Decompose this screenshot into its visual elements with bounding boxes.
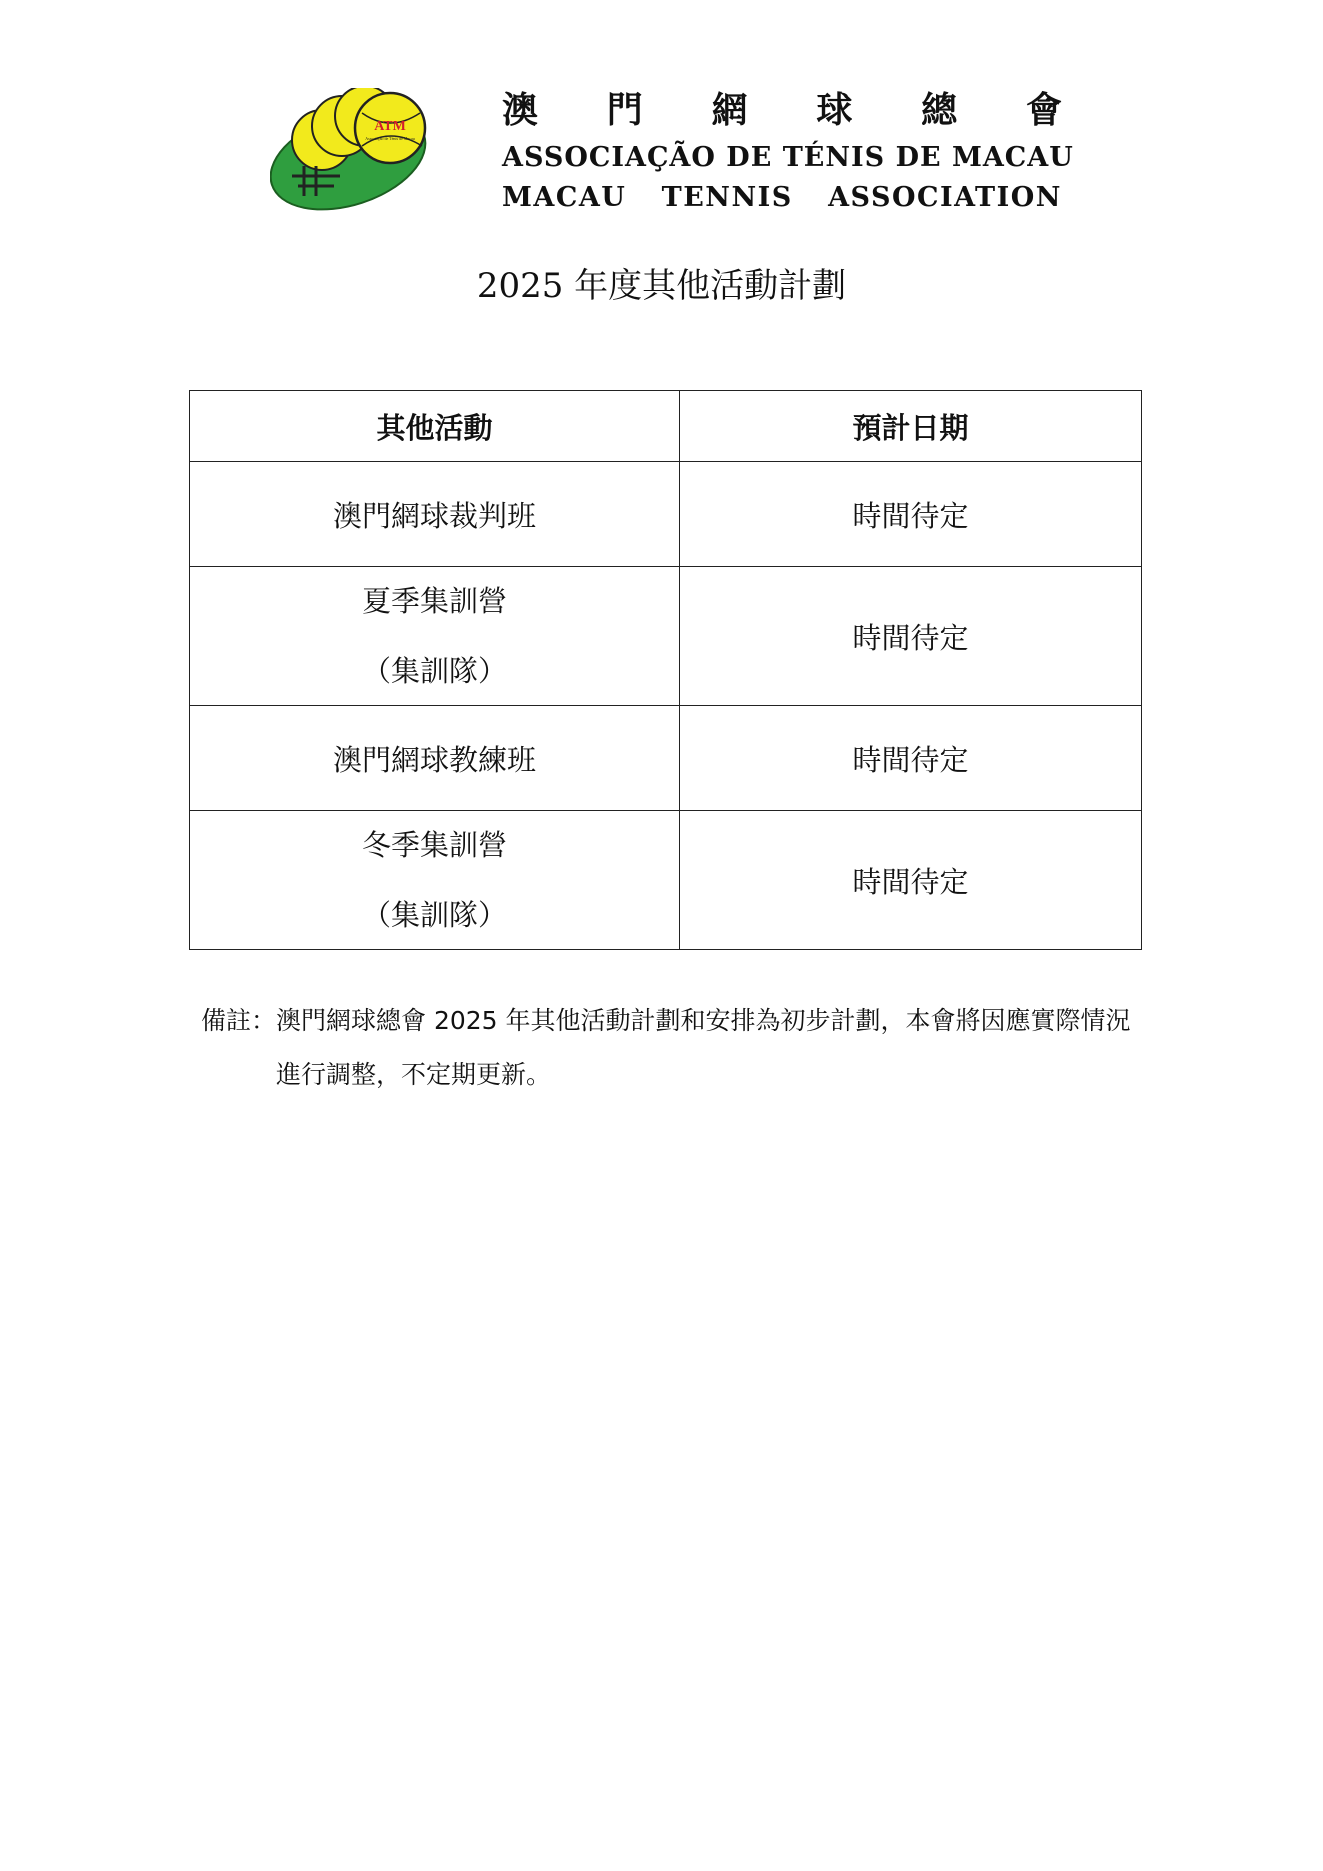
org-name-chinese (502, 88, 1062, 134)
org-name-char: 澳 (502, 90, 539, 131)
table-row (190, 567, 1142, 706)
activity-cell (190, 811, 680, 950)
column-header-activity: 其他活動 (190, 391, 680, 462)
org-name-word: TENNIS (661, 182, 793, 213)
document-title: 2025 年度其他活動計劃 (476, 266, 847, 306)
org-name-char: 門 (606, 90, 643, 131)
table-row (190, 462, 1142, 567)
date-cell: 時間待定 (680, 462, 1142, 567)
activity-name: 澳門網球教練班 (332, 742, 536, 777)
activity-name: 澳門網球裁判班 (332, 498, 536, 533)
org-name-char: 會 (1025, 90, 1062, 131)
org-name-word: MACAU (502, 182, 627, 213)
table-row (190, 811, 1142, 950)
association-logo (270, 88, 445, 213)
activity-cell (190, 706, 680, 811)
org-name-english (502, 178, 1062, 218)
activity-cell (190, 462, 680, 567)
org-name-portuguese: ASSOCIAÇÃO DE TÉNIS DE MACAU (502, 142, 1074, 173)
logo-subtext: Associação de Ténis de Macau (365, 136, 415, 141)
activity-name: 冬季集訓營 (361, 828, 507, 862)
date-cell: 時間待定 (680, 811, 1142, 950)
page-header (270, 88, 1074, 228)
activity-group: （集訓隊） (361, 898, 507, 932)
logo-atm-text: ATM (374, 119, 406, 134)
org-name-char: 網 (711, 90, 748, 131)
activity-name: 夏季集訓營 (361, 584, 507, 618)
activity-group: （集訓隊） (361, 654, 507, 688)
org-name-char: 球 (816, 90, 853, 131)
table-header-row (190, 391, 1142, 462)
remarks-note (201, 994, 1141, 1102)
org-name-word: ASSOCIATION (828, 182, 1062, 213)
column-header-date: 預計日期 (680, 391, 1142, 462)
activity-plan-table (189, 390, 1142, 950)
org-name-char: 總 (921, 90, 958, 131)
date-cell: 時間待定 (680, 706, 1142, 811)
table-row (190, 706, 1142, 811)
remarks-text: 澳門網球總會 2025 年其他活動計劃和安排為初步計劃，本會將因應實際情況進行調整，不定期更新。 (276, 1006, 1131, 1089)
organization-name (502, 88, 1074, 218)
remarks-label: 備註： (201, 1006, 277, 1035)
activity-cell (190, 567, 680, 706)
date-cell: 時間待定 (680, 567, 1142, 706)
